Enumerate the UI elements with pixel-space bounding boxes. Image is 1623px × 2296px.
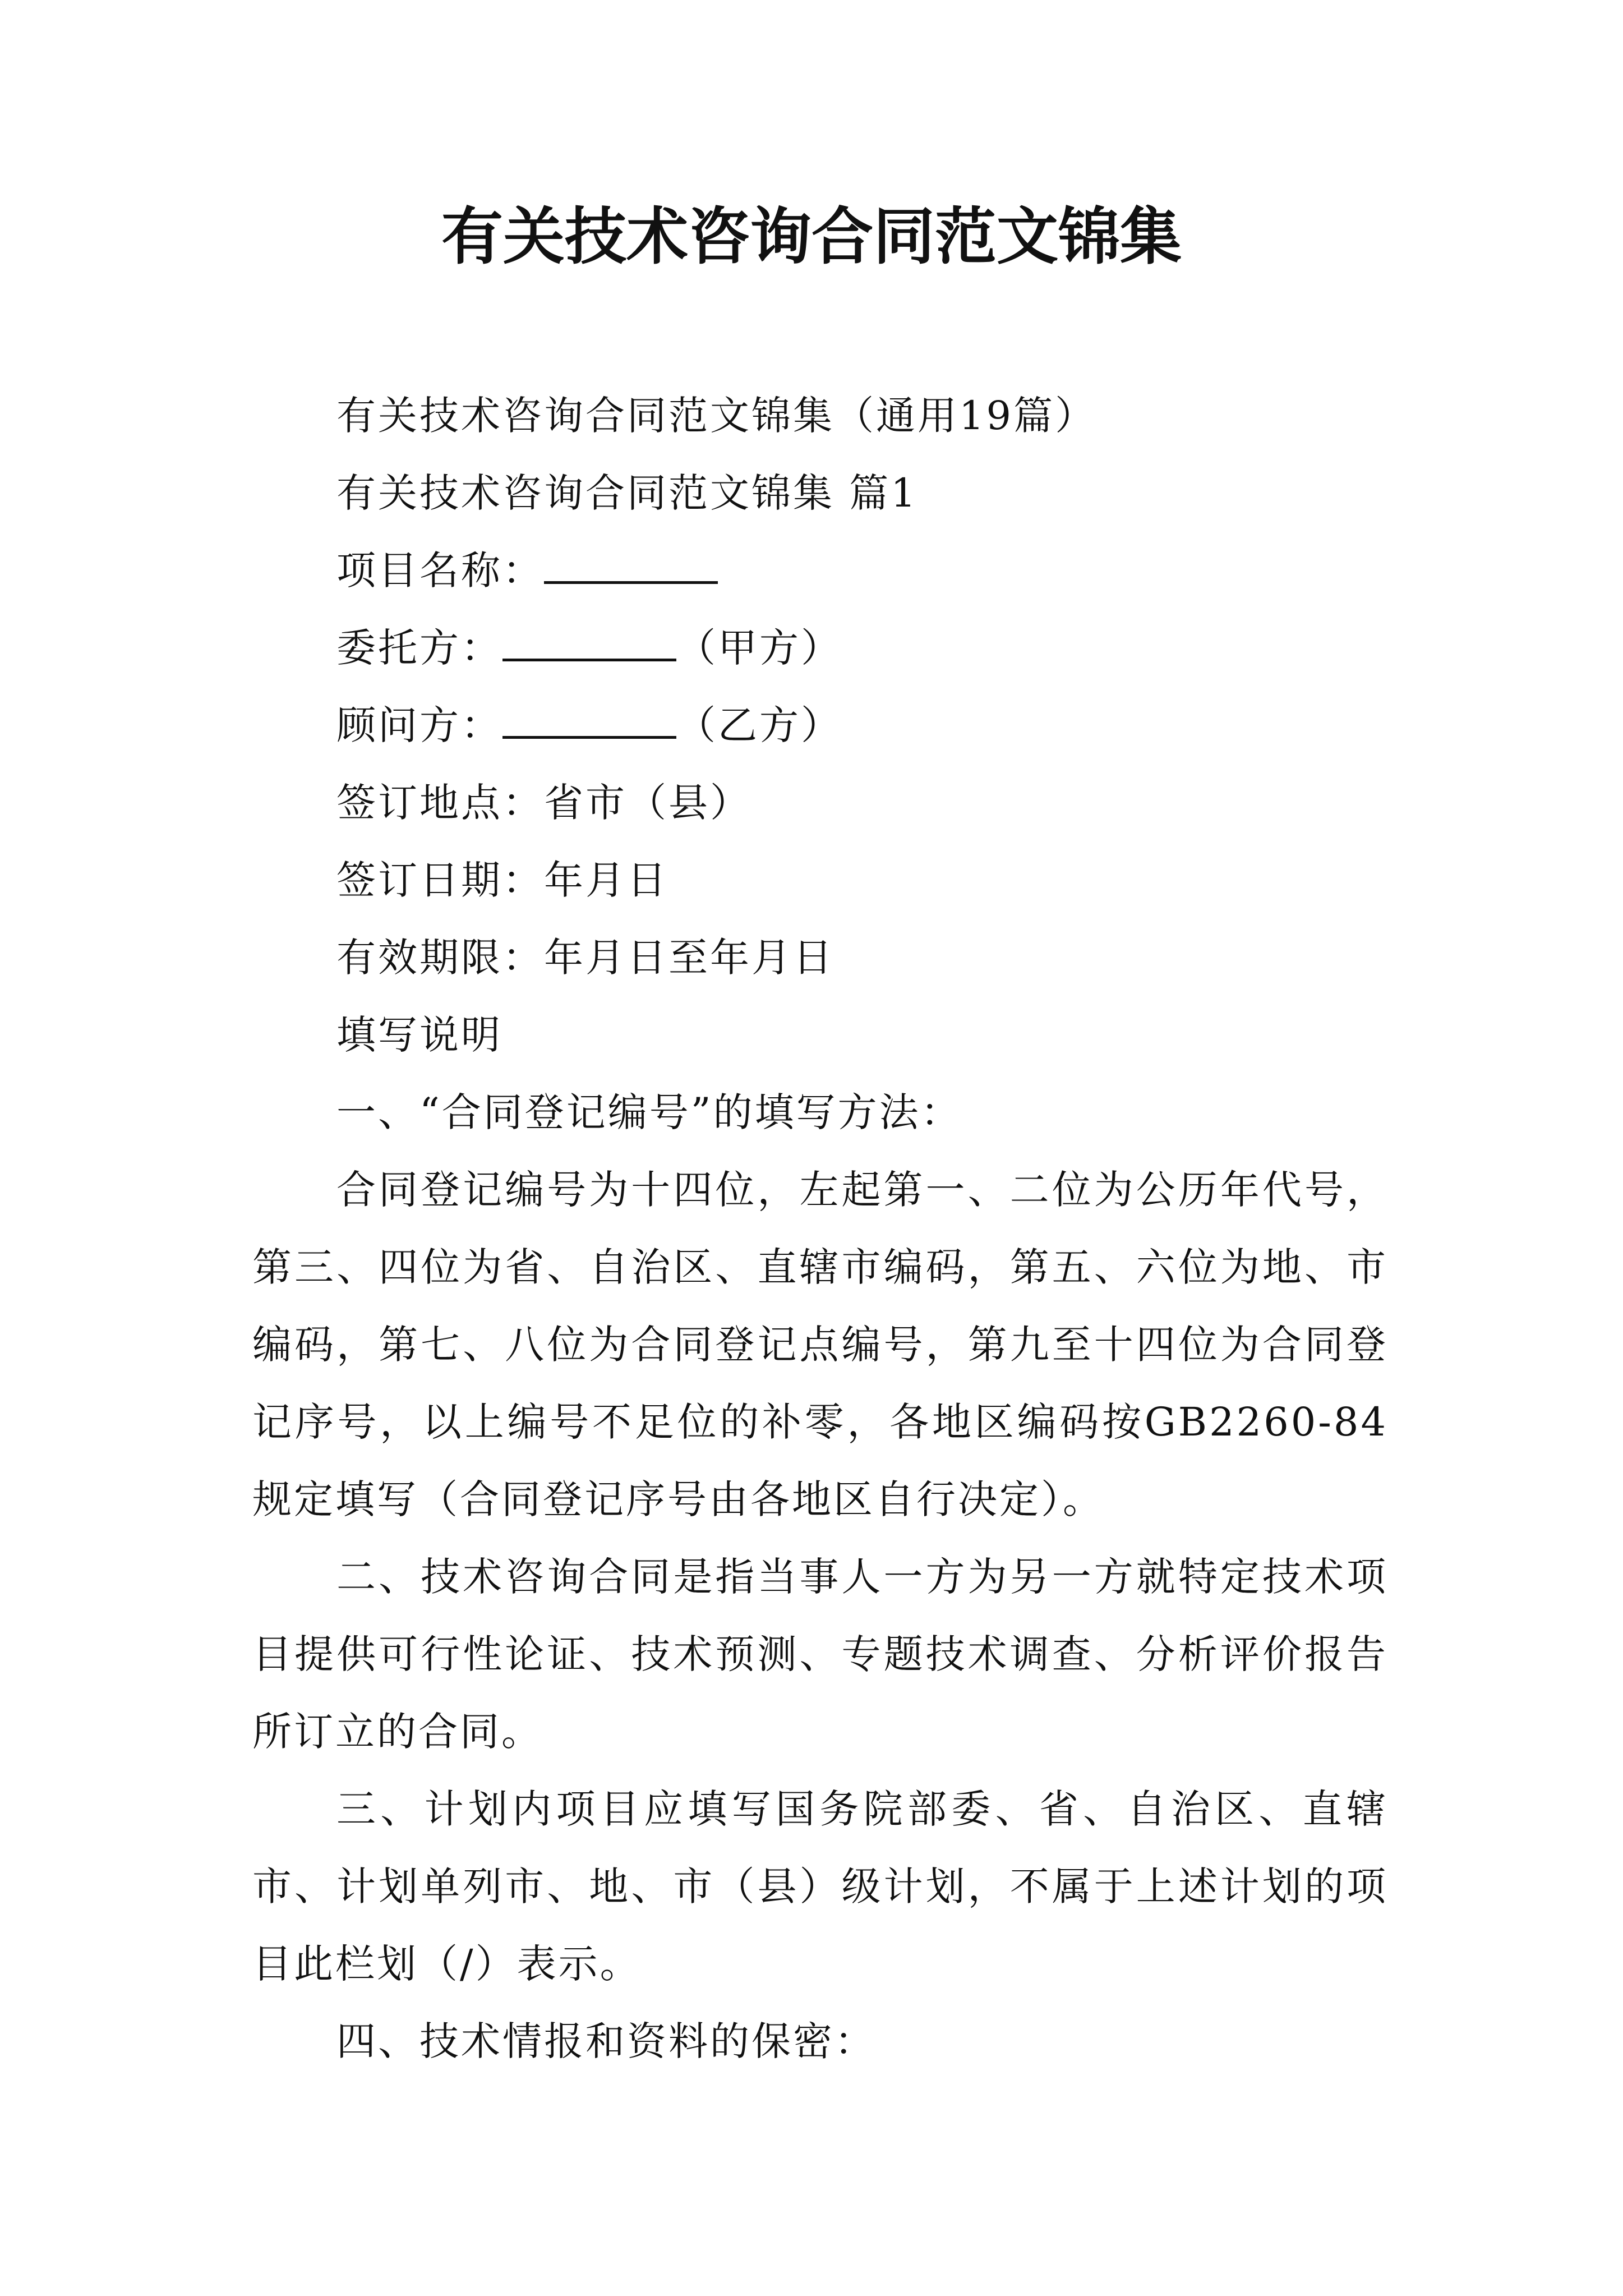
section-heading: 有关技术咨询合同范文锦集 篇1 <box>336 470 918 516</box>
sign-place-row: 签订地点：省市（县） <box>336 780 751 826</box>
project-name-row <box>252 532 1388 609</box>
consultant-blank <box>502 698 676 739</box>
document-title: 有关技术咨询合同范文锦集 <box>441 200 1182 273</box>
document-subtitle: 有关技术咨询合同范文锦集（通用19篇） <box>336 393 1097 439</box>
project-name-label: 项目名称： <box>336 547 544 593</box>
item1-heading: 一、“合同登记编号”的填写方法： <box>336 1089 962 1135</box>
validity-row: 有效期限：年月日至年月日 <box>336 935 834 981</box>
item3-paragraph: 三、计划内项目应填写国务院部委、省、自治区、直辖市、计划单列市、地、市（县）级计划，不属于上述计划的项目此栏划（/）表示。 <box>252 1786 1388 1987</box>
consultant-suffix: （乙方） <box>676 702 842 748</box>
item1-paragraph: 合同登记编号为十四位，左起第一、二位为公历年代号，第三、四位为省、自治区、直辖市编码，第五、六位为地、市编码，第七、八位为合同登记点编号，第九至十四位为合同登记序号，以上编号不足位的补零，各地区编码按GB2260-84规定填写（合同登记序号由各地区自行决定）。 <box>252 1167 1388 1522</box>
client-suffix: （甲方） <box>676 625 842 671</box>
project-name-blank <box>544 543 718 584</box>
client-label: 委托方： <box>336 625 502 671</box>
document-body <box>252 377 1388 2080</box>
instructions-heading: 填写说明 <box>336 1012 502 1058</box>
client-blank <box>502 620 676 661</box>
consultant-row <box>252 687 1388 764</box>
client-row <box>252 609 1388 687</box>
consultant-label: 顾问方： <box>336 702 502 748</box>
item2-paragraph: 二、技术咨询合同是指当事人一方为另一方就特定技术项目提供可行性论证、技术预测、专题技术调查、分析评价报告所订立的合同。 <box>252 1554 1388 1755</box>
item4-heading: 四、技术情报和资料的保密： <box>336 2018 876 2064</box>
sign-date-row: 签订日期：年月日 <box>336 857 668 903</box>
